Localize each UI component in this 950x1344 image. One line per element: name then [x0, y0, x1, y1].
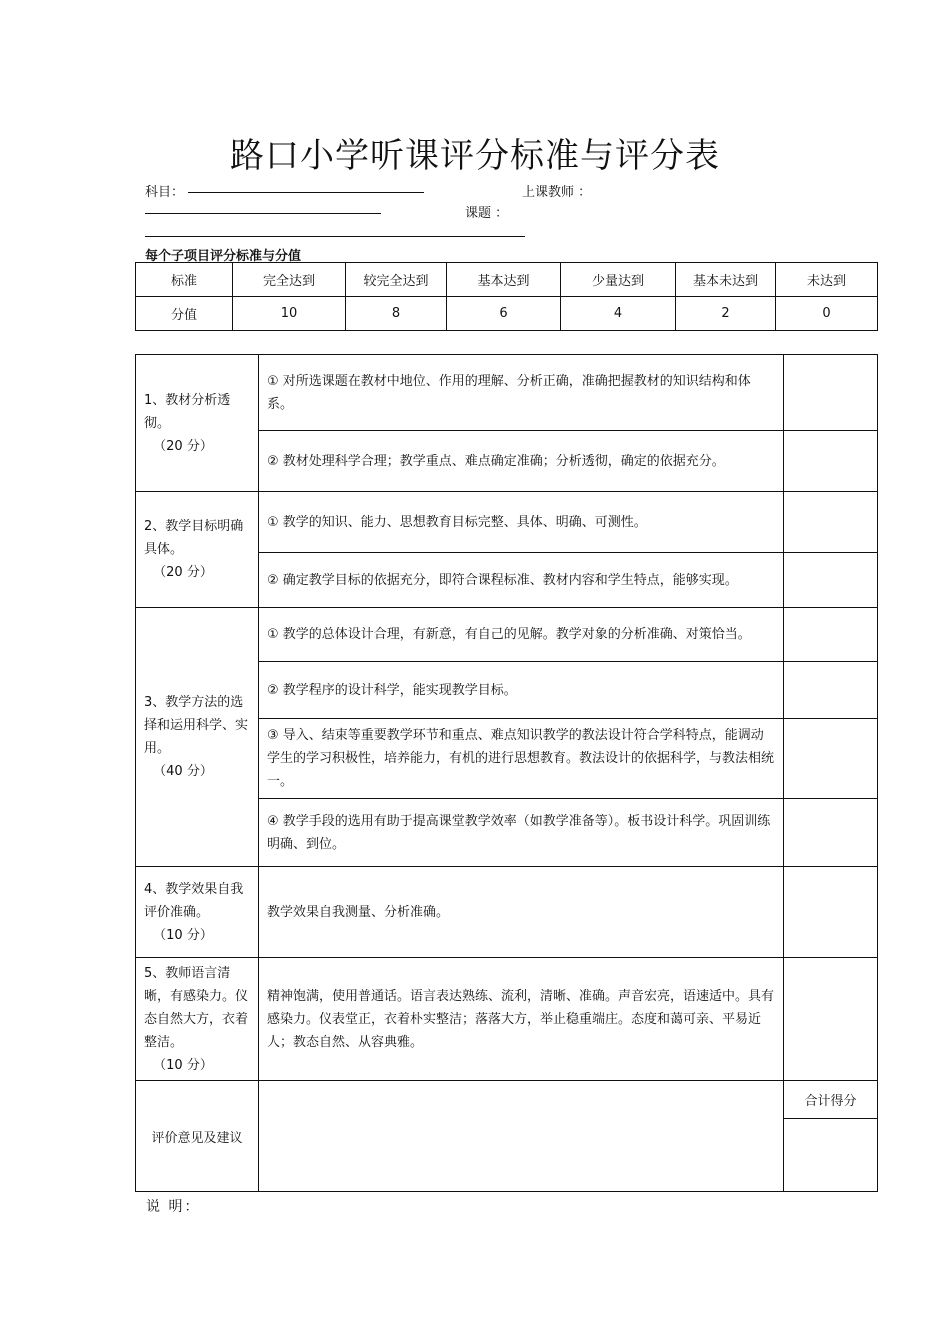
- score-cell[interactable]: [784, 662, 878, 719]
- scale-value-cell: 6: [447, 297, 561, 331]
- criteria-table: [135, 354, 878, 1192]
- scale-value-cell: 0: [776, 297, 878, 331]
- score-scale-table: [135, 262, 878, 331]
- scale-header-cell: 基本未达到: [676, 263, 776, 297]
- criterion-description: ④ 教学手段的选用有助于提高课堂教学效率（如教学准备等）。板书设计科学。巩固训练明确、到位。: [259, 799, 784, 867]
- scale-header-cell: 基本达到: [447, 263, 561, 297]
- score-cell[interactable]: [784, 958, 878, 1081]
- scale-header-cell: 较完全达到: [346, 263, 447, 297]
- summary-row: [136, 1081, 878, 1119]
- scale-header-row: [136, 263, 878, 297]
- criteria-row: [136, 492, 878, 553]
- scale-value-cell: 8: [346, 297, 447, 331]
- subject-field[interactable]: [188, 192, 424, 193]
- topic-label: 课题 ：: [465, 206, 509, 221]
- category-label: 4、教学效果自我评价准确。: [144, 881, 244, 920]
- category-points: （20 分）: [153, 438, 213, 454]
- score-cell[interactable]: [784, 431, 878, 492]
- category-label: 5、教师语言清晰，有感染力。仪态自然大方，衣着整洁。: [144, 965, 249, 1050]
- category-label: 2、教学目标明确具体。: [144, 519, 244, 557]
- criteria-row: [136, 867, 878, 958]
- teacher-field[interactable]: [145, 213, 381, 214]
- criteria-row: [136, 958, 878, 1081]
- subject-label: 科目：: [145, 185, 185, 200]
- scale-header-cell: 少量达到: [561, 263, 676, 297]
- category-points: （10 分）: [153, 927, 213, 943]
- topic-field[interactable]: [145, 236, 525, 237]
- score-cell[interactable]: [784, 867, 878, 958]
- scale-header-cell: 标准: [136, 263, 233, 297]
- criterion-description: ① 对所选课题在教材中地位、作用的理解、分析正确，准确把握教材的知识结构和体系。: [259, 355, 784, 431]
- criteria-row: [136, 355, 878, 431]
- criterion-description: ③ 导入、结束等重要教学环节和重点、难点知识教学的教法设计符合学科特点，能调动学生的学习积极性，培养能力，有机的进行思想教育。教法设计的依据科学，与教法相统一。: [259, 719, 784, 799]
- score-cell[interactable]: [784, 492, 878, 553]
- teacher-label: 上课教师 ：: [522, 185, 592, 200]
- comments-label: 评价意见及建议: [136, 1081, 259, 1192]
- scale-header-cell: 完全达到: [233, 263, 346, 297]
- scale-value-cell: 分值: [136, 297, 233, 331]
- total-score-label: 合计得分: [784, 1081, 878, 1119]
- category-points: （40 分）: [153, 764, 213, 779]
- score-cell[interactable]: [784, 799, 878, 867]
- category-cell: [136, 355, 259, 492]
- category-points: （20 分）: [153, 565, 213, 580]
- score-cell[interactable]: [784, 719, 878, 799]
- criterion-description: ② 教材处理科学合理；教学重点、难点确定准确；分析透彻，确定的依据充分。: [259, 431, 784, 492]
- score-cell[interactable]: [784, 355, 878, 431]
- scale-header-cell: 未达到: [776, 263, 878, 297]
- category-cell: [136, 867, 259, 958]
- page-title: 路口小学听课评分标准与评分表: [230, 136, 720, 176]
- category-cell: [136, 608, 259, 867]
- scale-section-label: 每个子项目评分标准与分值: [145, 249, 302, 264]
- category-points: （10 分）: [153, 1057, 213, 1073]
- score-cell[interactable]: [784, 608, 878, 662]
- category-label: 1、教材分析透彻。: [144, 392, 231, 431]
- criterion-description: ② 确定教学目标的依据充分，即符合课程标准、教材内容和学生特点，能够实现。: [259, 553, 784, 608]
- scale-value-cell: 2: [676, 297, 776, 331]
- category-cell: [136, 492, 259, 608]
- footer-note: 说 明：: [146, 1199, 201, 1215]
- category-label: 3、教学方法的选择和运用科学、实用。: [144, 695, 249, 756]
- score-cell[interactable]: [784, 553, 878, 608]
- scale-value-row: [136, 297, 878, 331]
- scale-value-cell: 4: [561, 297, 676, 331]
- scale-value-cell: 10: [233, 297, 346, 331]
- criteria-row: [136, 608, 878, 662]
- category-cell: [136, 958, 259, 1081]
- criterion-description: 精神饱满，使用普通话。语言表达熟练、流利，清晰、准确。声音宏亮，语速适中。具有感染力。仪表堂正，衣着朴实整洁；落落大方，举止稳重端庄。态度和蔼可亲、平易近人；教态自然、从容典雅。: [259, 958, 784, 1081]
- criterion-description: ① 教学的知识、能力、思想教育目标完整、具体、明确、可测性。: [259, 492, 784, 553]
- criterion-description: 教学效果自我测量、分析准确。: [259, 867, 784, 958]
- criterion-description: ① 教学的总体设计合理，有新意，有自己的见解。教学对象的分析准确、对策恰当。: [259, 608, 784, 662]
- comments-field[interactable]: [259, 1081, 784, 1192]
- total-score-cell[interactable]: [784, 1119, 878, 1192]
- criterion-description: ② 教学程序的设计科学，能实现教学目标。: [259, 662, 784, 719]
